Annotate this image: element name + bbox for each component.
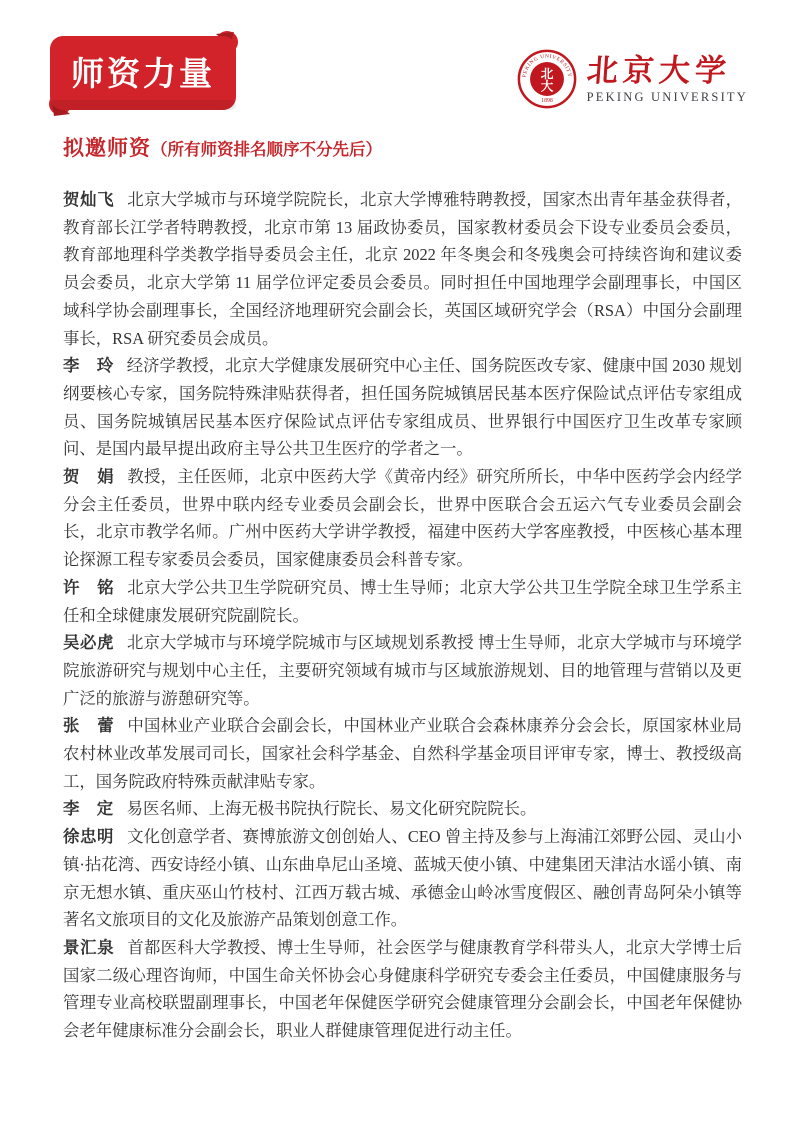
faculty-name: 徐忠明 — [63, 827, 115, 847]
faculty-bio: 首都医科大学教授、博士生导师，社会医学与健康教育学科带头人，北京大学博士后 国家二级心理咨询师，中国生命关怀协会心身健康科学研究专委会主任委员，中国健康服务与管理专业高校联盟副理事长，中国老年保健医学研究会健康管理分会副会长，中国老年保健协会老年健康标准分会副会长，职业人群健康管理促进行动主任。 — [63, 937, 743, 1041]
svg-text:北: 北 — [540, 67, 553, 82]
faculty-bio: 北京大学城市与环境学院院长，北京大学博雅特聘教授，国家杰出青年基金获得者，教育部长江学者特聘教授，北京市第 13 届政协委员，国家教材委员会下设专业委员会委员，教育部地理科学类教学指导委员会主任，北京 2022 年冬奥会和冬残奥会可持续咨询和建议委员会委员，北京大学第 11 届学位评定委员会委员。同时担任中国地理学会副理事长，中国区域科学协会副理事长，全国经济地理研究会副会长，英国区域研究学会（RSA）中国分会副理事长，RSA 研究委员会成员。 — [63, 190, 743, 348]
svg-text:大: 大 — [540, 79, 553, 94]
faculty-name: 张 蕾 — [63, 716, 115, 736]
faculty-bio: 中国林业产业联合会副会长，中国林业产业联合会森林康养分会会长，原国家林业局农村林业改革发展司司长，国家社会科学基金、自然科学基金项目评审专家，博士、教授级高工，国务院政府特殊贡献津贴专家。 — [63, 716, 743, 791]
heading-note: （所有师资排名顺序不分先后） — [151, 140, 382, 159]
faculty-name: 李 定 — [63, 799, 114, 819]
logo-english-name: PEKING UNIVERSITY — [586, 89, 748, 104]
faculty-bio: 北京大学城市与环境学院城市与区域规划系教授 博士生导师，北京大学城市与环境学院旅游研究与规划中心主任，主要研究领域有城市与区域旅游规划、目的地管理与营销以及更广泛的旅游与游憩研究等。 — [63, 633, 742, 708]
faculty-name: 许 铭 — [63, 577, 115, 597]
faculty-entry — [63, 186, 742, 352]
svg-text:PEKING UNIVERSITY: PEKING UNIVERSITY — [521, 53, 572, 78]
faculty-name: 贺灿飞 — [63, 190, 115, 209]
faculty-bio: 北京大学公共卫生学院研究员、博士生导师；北京大学公共卫生学院全球卫生学系主任和全球健康发展研究院副院长。 — [63, 577, 743, 625]
faculty-entry — [63, 823, 742, 934]
heading-title: 拟邀师资 — [63, 136, 151, 160]
faculty-entry — [63, 934, 742, 1045]
logo-wordmark — [587, 54, 748, 105]
pku-seal-icon — [516, 48, 578, 110]
faculty-name: 贺 娟 — [63, 467, 115, 487]
faculty-list — [63, 186, 742, 1045]
faculty-bio: 文化创意学者、赛博旅游文创创始人、CEO 曾主持及参与上海浦江郊野公园、灵山小镇·拈花湾、西安诗经小镇、山东曲阜尼山圣境、蓝城天使小镇、中建集团天津沽水谣小镇、南京无想水镇、重庆巫山竹枝村、江西万载古城、承德金山岭冰雪度假区、融创青岛阿朵小镇等著名文旅项目的文化及旅游产品策划创意工作。 — [63, 827, 743, 930]
svg-text:1898: 1898 — [540, 97, 553, 104]
faculty-name: 景汇泉 — [63, 937, 115, 957]
faculty-bio: 经济学教授，北京大学健康发展研究中心主任、国务院医改专家、健康中国 2030 规划纲要核心专家，国务院特殊津贴获得者，担任国务院城镇居民基本医疗保险试点评估专家组成员、国务院城镇居民基本医疗保险试点评估专家组成员、世界银行中国医疗卫生改革专家顾问、是国内最早提出政府主导公共卫生医疗的学者之一。 — [63, 356, 743, 459]
faculty-bio: 教授，主任医师，北京中医药大学《黄帝内经》研究所所长，中华中医药学会内经学分会主任委员，世界中联内经专业委员会副会长，世界中医联合会五运六气专业委员会副会长，北京市教学名师。广州中医药大学讲学教授，福建中医药大学客座教授，中医核心基本理论探源工程专家委员会委员，国家健康委员会科普专家。 — [63, 467, 743, 570]
section-heading — [63, 132, 382, 162]
logo-chinese-name: 北京大学 — [585, 52, 732, 88]
faculty-strength-banner — [44, 26, 242, 120]
faculty-name: 吴必虎 — [63, 633, 115, 653]
faculty-entry — [63, 629, 742, 712]
pku-logo — [516, 48, 748, 110]
faculty-entry — [63, 574, 742, 629]
faculty-entry — [63, 352, 742, 463]
faculty-bio: 易医名师、上海无极书院执行院长、易文化研究院院长。 — [126, 799, 537, 819]
faculty-name: 李 玲 — [63, 356, 114, 376]
faculty-entry — [63, 712, 742, 795]
faculty-entry — [63, 463, 742, 574]
faculty-entry — [63, 795, 742, 823]
banner-title: 师资力量 — [71, 54, 215, 92]
